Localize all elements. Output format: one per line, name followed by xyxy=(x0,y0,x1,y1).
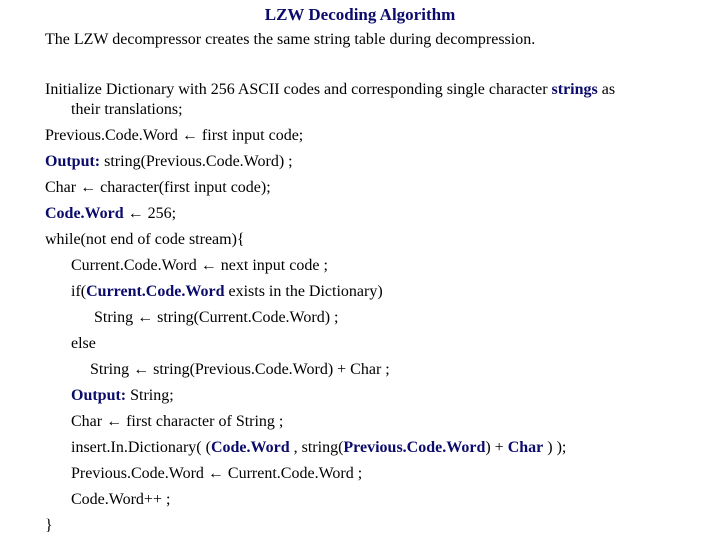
page-subtitle: The LZW decompressor creates the same string table during decompression. xyxy=(45,31,536,48)
code-line-17: } xyxy=(45,517,53,534)
code-line-7: Current.Code.Word ← next input code ; xyxy=(71,257,328,274)
code-keyword: Code.Word xyxy=(210,439,290,456)
code-line-1b: their translations; xyxy=(71,101,183,118)
code-keyword: Output: xyxy=(71,387,127,404)
code-line-2: Previous.Code.Word ← first input code; xyxy=(45,127,304,144)
code-line-8 xyxy=(71,282,383,302)
code-text: , string( xyxy=(289,439,344,456)
code-keyword: Previous.Code.Word xyxy=(343,439,486,456)
code-line-12 xyxy=(71,386,174,406)
code-line-10: else xyxy=(71,335,96,352)
page-title: LZW Decoding Algorithm xyxy=(264,5,456,24)
code-keyword: strings xyxy=(551,81,598,98)
code-line-9: String ← string(Current.Code.Word) ; xyxy=(94,309,339,326)
code-text: insert.In.Dictionary( ( xyxy=(71,439,211,456)
code-keyword: Code.Word xyxy=(45,205,124,222)
code-line-11: String ← string(Previous.Code.Word) + Char ; xyxy=(90,361,390,378)
code-line-1 xyxy=(45,80,615,100)
code-text: as xyxy=(597,81,616,98)
code-text: ) + xyxy=(485,439,508,456)
code-line-5 xyxy=(45,204,176,224)
code-line-3 xyxy=(45,152,293,172)
code-line-15: Previous.Code.Word ← Current.Code.Word ; xyxy=(71,465,363,482)
code-text: String; xyxy=(126,387,174,404)
code-text: if( xyxy=(71,283,87,300)
code-text: ← 256; xyxy=(123,205,177,222)
code-keyword: Char xyxy=(507,439,544,456)
code-text: string(Previous.Code.Word) ; xyxy=(100,153,293,170)
code-line-4: Char ← character(first input code); xyxy=(45,179,271,196)
code-keyword: Current.Code.Word xyxy=(86,283,225,300)
code-text: ) ); xyxy=(543,439,567,456)
code-text: Initialize Dictionary with 256 ASCII codes and corresponding single character xyxy=(45,81,552,98)
code-line-14 xyxy=(71,438,566,458)
code-line-6: while(not end of code stream){ xyxy=(45,231,245,248)
code-line-13: Char ← first character of String ; xyxy=(71,413,284,430)
code-keyword: Output: xyxy=(45,153,101,170)
code-text: exists in the Dictionary) xyxy=(224,283,383,300)
code-line-16: Code.Word++ ; xyxy=(71,491,171,508)
